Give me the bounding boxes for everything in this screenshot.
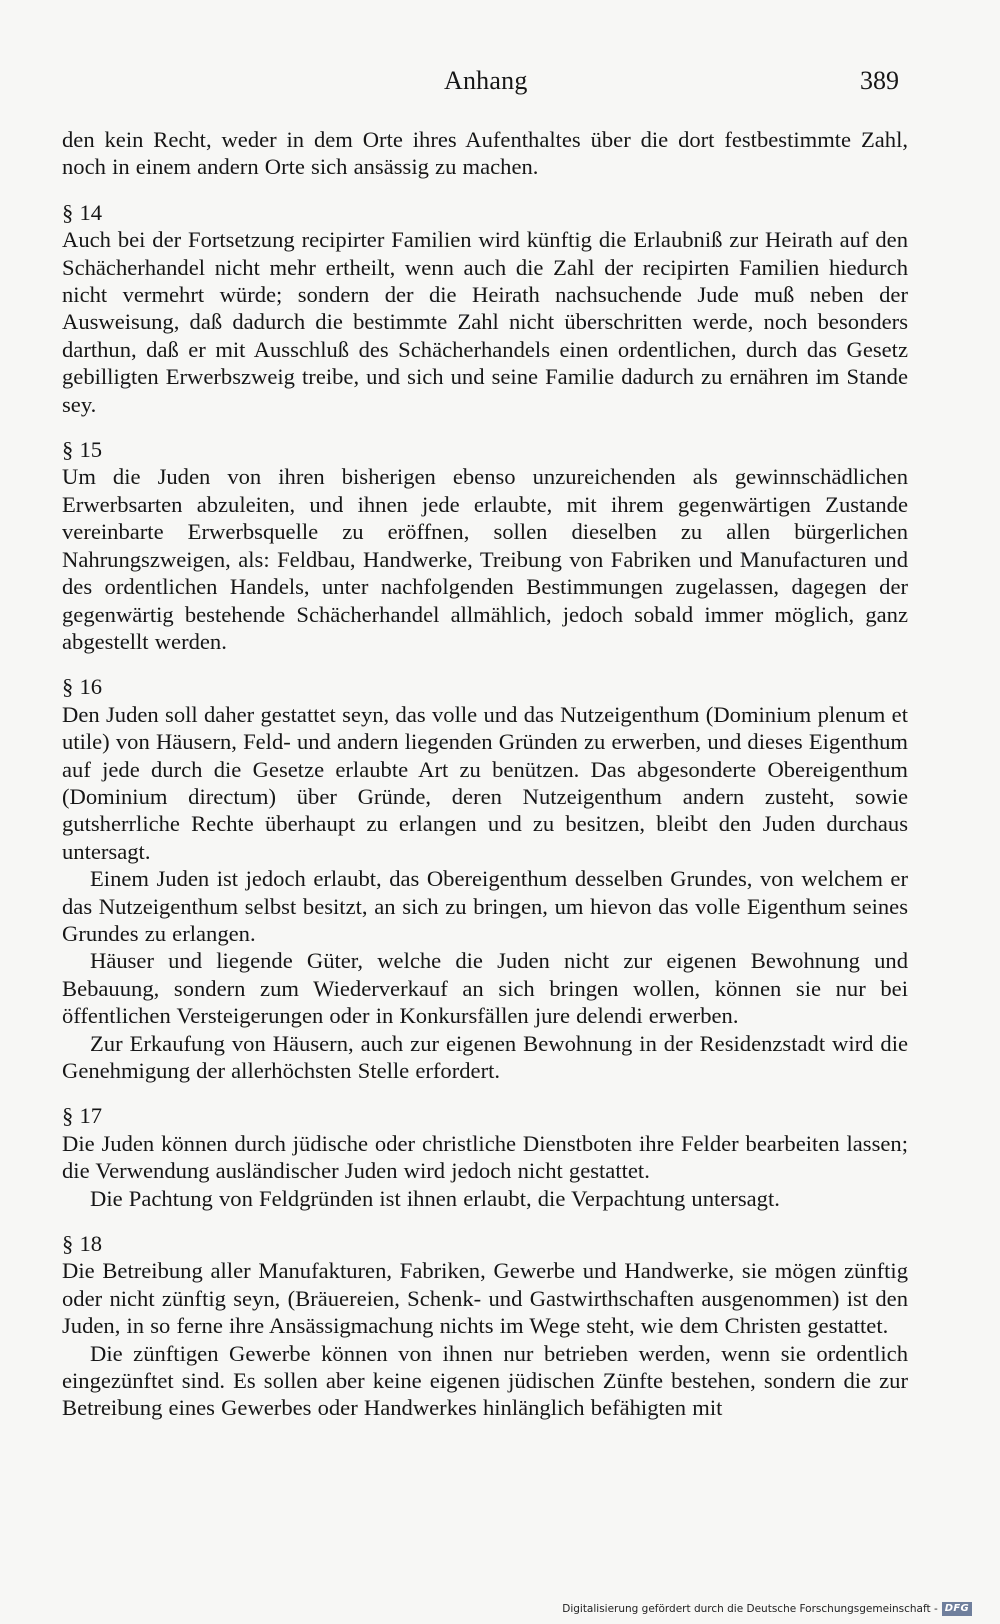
paragraph: Die Juden können durch jüdische oder christliche Dienstboten ihre Felder bearbeiten lassen; die Verwendung ausländischer Juden wird jedoch nicht gestattet. [62, 1130, 908, 1184]
opening-paragraph: den kein Recht, weder in dem Orte ihres Aufenthaltes über die dort festbestimmte Zahl, noch in einem andern Orte sich ansässig zu machen. [62, 127, 908, 180]
paragraph: Auch bei der Fortsetzung recipirter Familien wird künftig die Erlaubniß zur Heirath auf den Schächerhandel nicht mehr ertheilt, wenn auch die Zahl der recipirten Familien hiedurch nicht vermehrt würde; sondern der die Heirath nachsuchende Jude muß neben der Ausweisung, daß dadurch die bestimmte Zahl nicht überschritten werde, noch besonders darthun, daß er mit Ausschluß des Schächerhandels einen ordentlichen, durch das Gesetz gebilligten Erwerbszweig treibe, und sich und seine Familie dadurch zu ernähren im Stande sey. [62, 227, 908, 417]
paragraph: Einem Juden ist jedoch erlaubt, das Obereigenthum desselben Grundes, von welchem er das Nutzeigenthum selbst besitzt, an sich zu bringen, um hievon das volle Eigenthum seines Grundes zu erlangen. [62, 866, 908, 946]
section-heading: § 16 [62, 674, 103, 700]
section-heading: § 14 [62, 199, 103, 225]
digitization-credit [562, 1600, 972, 1618]
section-heading: § 17 [62, 1103, 103, 1129]
paragraph: Häuser und liegende Güter, welche die Juden nicht zur eigenen Bewohnung und Bebauung, sondern zum Wiederverkauf an sich bringen wollen, können sie nur bei öffentlichen Versteigerungen oder in Konkursfällen jure delendi erwerben. [62, 948, 908, 1029]
paragraph: Den Juden soll daher gestattet seyn, das volle und das Nutzeigenthum (Dominium plenum et utile) von Häusern, Feld- und andern liegenden Gründen zu erwerben, und dieses Eigenthum auf jede durch die Gesetze erlaubte Art zu benützen. Das abgesonderte Obereigenthum (Dominium directum) über Gründe, deren Nutzeigenthum andern zusteht, sowie gutsherrliche Rechte überhaupt zu erlangen und zu besitzen, bleibt den Juden durchaus untersagt. [62, 701, 908, 864]
section-16 [62, 673, 908, 1084]
section-18 [62, 1230, 908, 1422]
credit-text: Digitalisierung gefördert durch die Deutsche Forschungsgemeinschaft - [562, 1603, 938, 1615]
page-number: 389 [860, 66, 899, 95]
section-heading: § 15 [62, 437, 103, 463]
running-head [0, 66, 1000, 100]
section-heading: § 18 [62, 1231, 103, 1257]
section-14 [62, 199, 908, 418]
paragraph: Um die Juden von ihren bisherigen ebenso unzureichenden als gewinnschädlichen Erwerbsarten abzuleiten, und ihnen jede erlaubte, mit ihrem gegenwärtigen Zustande vereinbarte Erwerbsquelle zu eröffnen, sollen dieselben zu allen bürgerlichen Nahrungszweigen, als: Feldbau, Handwerke, Treibung von Fabriken und Manufacturen und des ordentlichen Handels, unter nachfolgenden Bestimmungen zugelassen, dagegen der gegenwärtig bestehende Schächerhandel allmählich, jedoch sobald immer möglich, ganz abgestellt werden. [62, 464, 908, 654]
paragraph: Die Pachtung von Feldgründen ist ihnen erlaubt, die Verpachtung untersagt. [90, 1185, 780, 1211]
paragraph: Die zünftigen Gewerbe können von ihnen nur betrieben werden, wenn sie ordentlich eingezünftet sind. Es sollen aber keine eigenen jüdischen Zünfte bestehen, sondern die zur Betreibung eines Gewerbes oder Handwerkes hinlänglich befähigten mit [62, 1340, 908, 1421]
running-title: Anhang [444, 66, 528, 95]
section-15 [62, 436, 908, 655]
paragraph: Die Betreibung aller Manufakturen, Fabriken, Gewerbe und Handwerke, sie mögen zünftig oder nicht zünftig seyn, (Bräuereien, Schenk- und Gastwirthschaften ausgenommen) ist den Juden, in so ferne ihre Ansässigmachung nichts im Wege steht, wie dem Christen gestattet. [62, 1258, 908, 1339]
dfg-logo: DFG [942, 1602, 972, 1616]
main-text [62, 126, 908, 1422]
paragraph: Zur Erkaufung von Häusern, auch zur eigenen Bewohnung in der Residenzstadt wird die Genehmigung der allerhöchsten Stelle erfordert. [62, 1030, 908, 1083]
section-17 [62, 1102, 908, 1212]
